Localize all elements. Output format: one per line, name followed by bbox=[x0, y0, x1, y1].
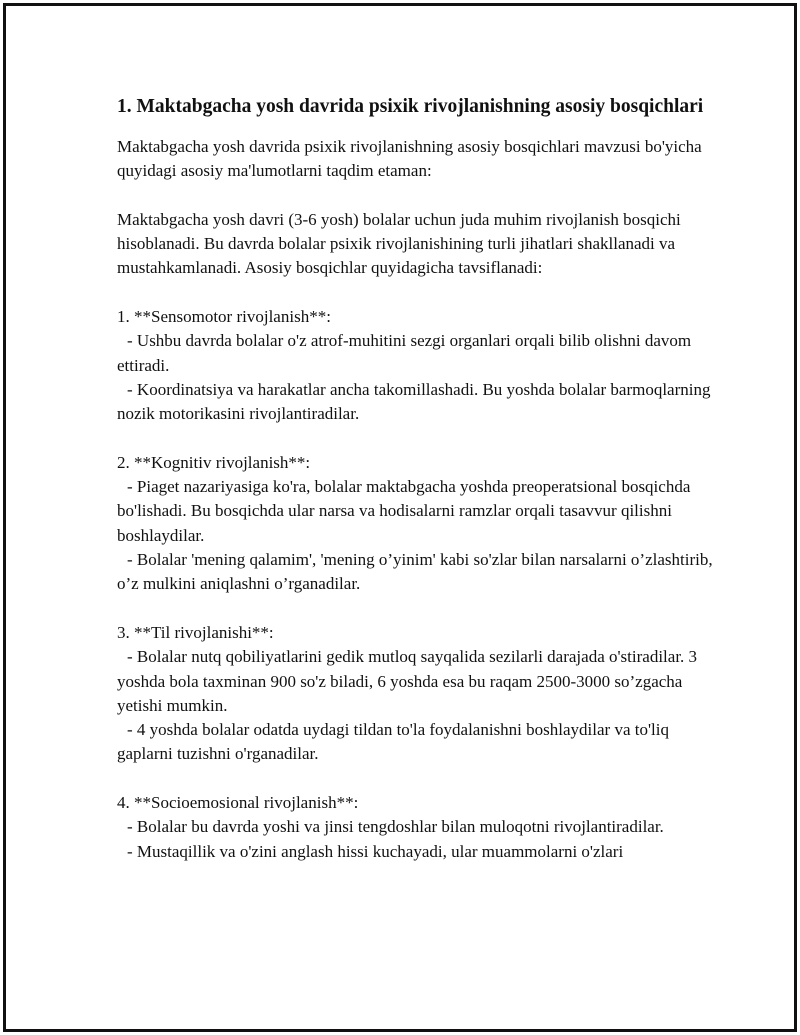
list-item: - Bolalar 'mening qalamim', 'mening o’yinim' kabi so'zlar bilan narsalarni o’zlashtirib, o’z mulkini aniqlashni o’rganadilar. bbox=[117, 550, 717, 594]
document-title: 1. Maktabgacha yosh davrida psixik rivojlanishning asosiy bosqichlari bbox=[117, 96, 704, 117]
list-item: - 4 yoshda bolalar odatda uydagi tildan to'la foydalanishni boshlaydilar va to'liq gaplarni tuzishni o'rganadilar. bbox=[117, 720, 674, 764]
list-item: - Mustaqillik va o'zini anglash hissi kuchayadi, ular muammolarni o'zlari bbox=[127, 841, 624, 861]
section-sensomotor bbox=[117, 305, 717, 426]
section-heading: 4. **Socioemosional rivojlanish**: bbox=[117, 793, 359, 813]
list-item: - Bolalar nutq qobiliyatlarini gedik mutloq sayqalida sezilarli darajada o'stiradilar. 3 yoshda bola taxminan 900 so'z biladi, 6 yoshda esa bu raqam 2500-3000 so’zgacha yetishi mumkin. bbox=[117, 647, 702, 715]
overview-paragraph: Maktabgacha yosh davri (3-6 yosh) bolalar uchun juda muhim rivojlanish bosqichi hisoblanadi. Bu davrda bolalar psixik rivojlanishining turli jihatlari shakllanadi va mustahkamlanadi. Asosiy bosqichlar quyidagicha tavsiflanadi: bbox=[117, 209, 685, 278]
section-heading: 1. **Sensomotor rivojlanish**: bbox=[117, 307, 331, 327]
list-item: - Piaget nazariyasiga ko'ra, bolalar maktabgacha yoshda preoperatsional bosqichda bo'lishadi. Bu bosqichda ular narsa va hodisalarni ramzlar orqali tasavvur qilishni boshlaydilar. bbox=[117, 477, 695, 545]
section-heading: 3. **Til rivojlanishi**: bbox=[117, 622, 274, 642]
list-item: - Bolalar bu davrda yoshi va jinsi tengdoshlar bilan muloqotni rivojlantiradilar. bbox=[127, 817, 664, 837]
section-kognitiv bbox=[117, 451, 717, 597]
document-body bbox=[117, 93, 717, 888]
section-socioemosional bbox=[117, 791, 717, 864]
intro-paragraph: Maktabgacha yosh davrida psixik rivojlanishning asosiy bosqichlari mavzusi bo'yicha quyidagi asosiy ma'lumotlarni taqdim etaman: bbox=[117, 137, 706, 181]
section-til bbox=[117, 621, 717, 767]
section-heading: 2. **Kognitiv rivojlanish**: bbox=[117, 452, 311, 472]
list-item: - Ushbu davrda bolalar o'z atrof-muhitini sezgi organlari orqali bilib olishni davom ettiradi. bbox=[117, 331, 696, 375]
list-item: - Koordinatsiya va harakatlar ancha takomillashadi. Bu yoshda bolalar barmoqlarning nozik motorikasini rivojlantiradilar. bbox=[117, 379, 715, 424]
